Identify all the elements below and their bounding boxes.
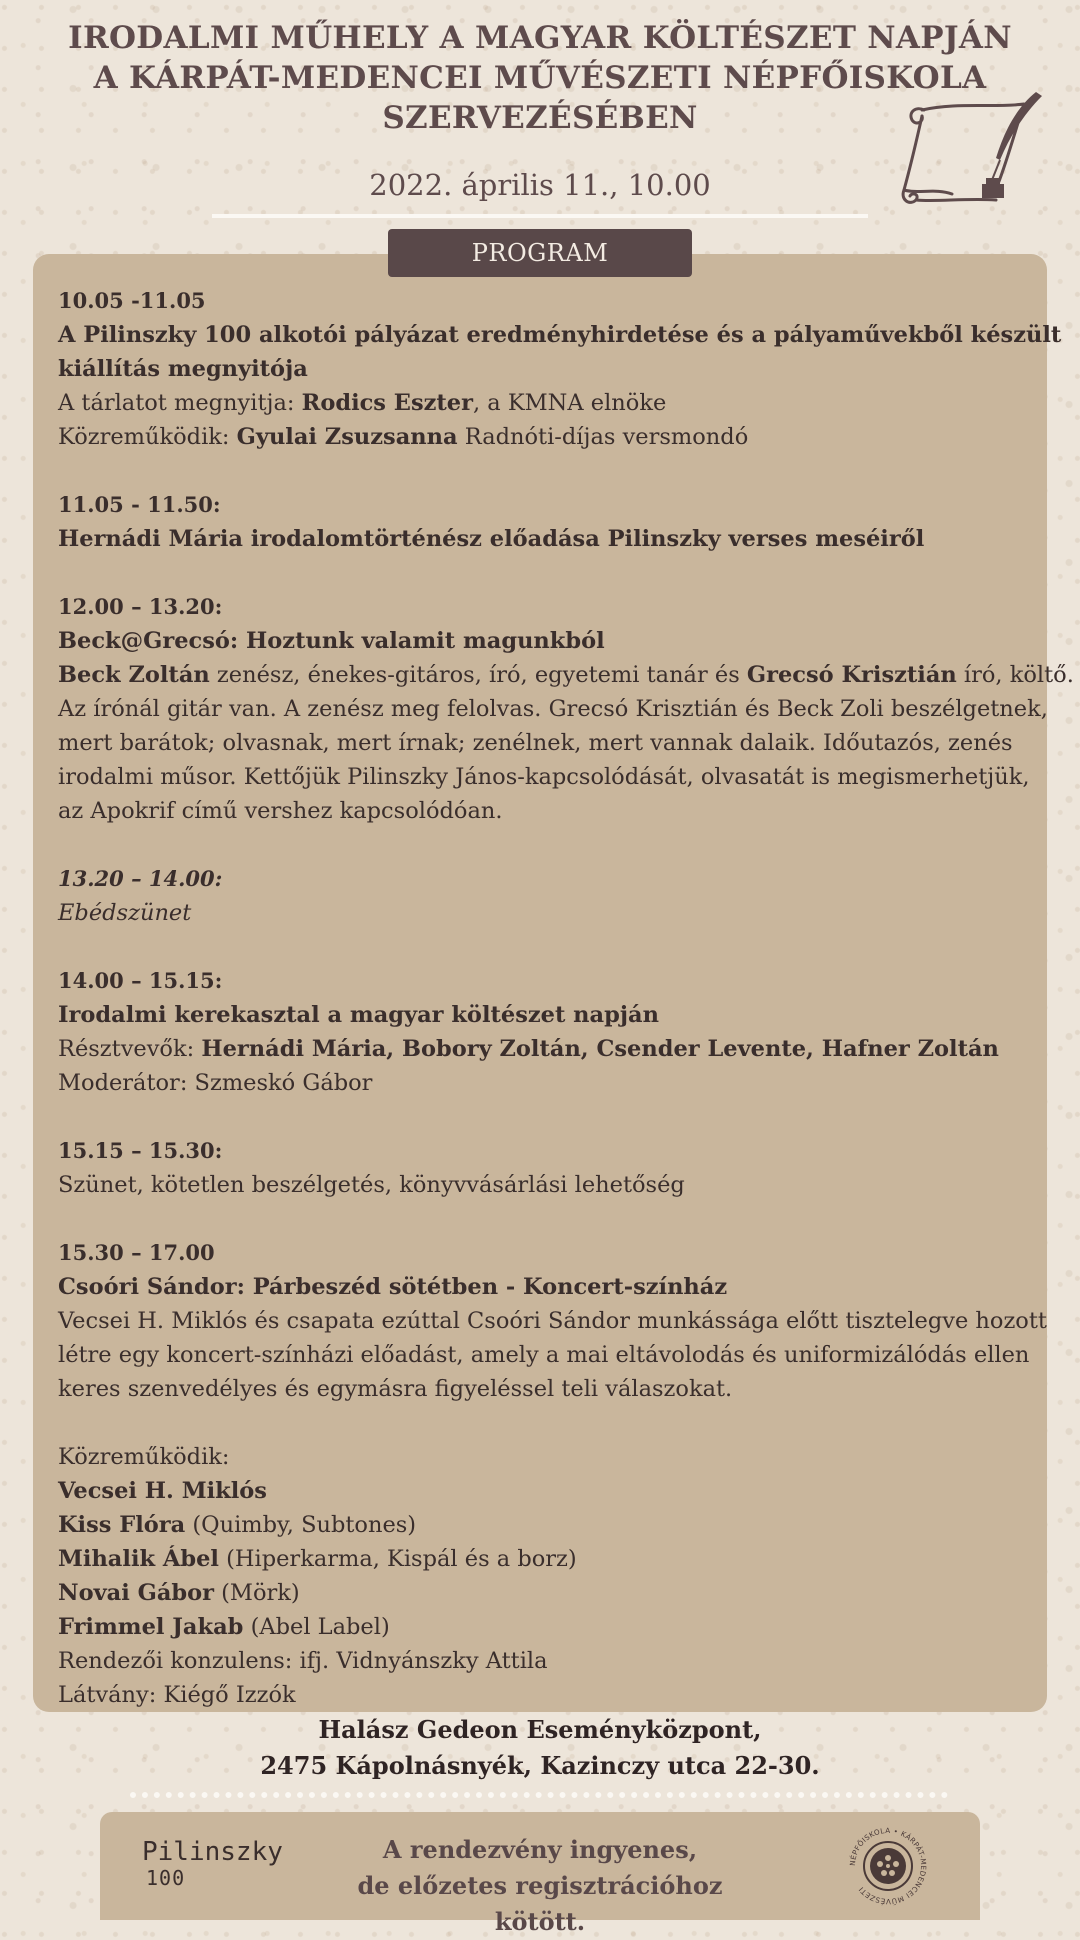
credit-note: (Abel Label) xyxy=(243,1614,390,1640)
credit-item xyxy=(58,1576,1028,1610)
session-title xyxy=(58,998,1028,1032)
person-name: Rodics Eszter xyxy=(301,390,473,416)
title-line: SZERVEZÉSÉBEN xyxy=(382,100,698,136)
session-time: 11.05 - 11.50: xyxy=(58,492,221,517)
session-detail xyxy=(58,1032,1028,1066)
session-title-line: kiállítás megnyitója xyxy=(58,356,308,382)
venue-address xyxy=(0,1712,1080,1784)
event-date: 2022. április 11., 10.00 xyxy=(369,168,711,202)
session-title-line: A Pilinszky 100 alkotói pályázat eredményhirdetése és a pályaművekből készült xyxy=(58,322,1062,348)
session-time: 15.15 – 15.30: xyxy=(58,1138,223,1163)
detail-text: A tárlatot megnyitja: xyxy=(58,390,302,416)
credits xyxy=(58,1440,1028,1712)
session-time: 12.00 – 13.20: xyxy=(58,594,223,619)
session-description: mert barátok; olvasnak, mert írnak; zenélnek, mert vannak dalaik. Időutazós, zenés xyxy=(58,730,1013,756)
credit-item xyxy=(58,1542,1028,1576)
session-title xyxy=(58,352,1028,386)
detail-text: Résztvevők: xyxy=(58,1036,202,1062)
session-time: 14.00 – 15.15: xyxy=(58,968,223,993)
program-list xyxy=(58,284,1074,1712)
credit-director: Rendezői konzulens: ifj. Vidnyánszky Attila xyxy=(58,1648,548,1674)
session-time: 15.30 – 17.00 xyxy=(58,1240,215,1265)
credits-heading: Közreműködik: xyxy=(58,1444,230,1470)
session-time: 10.05 -11.05 xyxy=(58,288,206,313)
session xyxy=(58,1236,1047,1406)
credit-item xyxy=(58,1610,1028,1644)
session-time: 13.20 – 14.00: xyxy=(58,866,223,891)
venue-line: Halász Gedeon Eseményközpont, xyxy=(318,1715,762,1744)
credit-item xyxy=(58,1474,1028,1508)
note-line: de előzetes regisztrációhoz kötött. xyxy=(357,1871,723,1936)
session-description: létre egy koncert-színházi előadást, amely a mai eltávolodás és uniformizálódás ellen xyxy=(58,1342,1030,1368)
session-title-text: Beck@Grecsó: Hoztunk valamit magunkból xyxy=(58,628,605,654)
session-description: irodalmi műsor. Kettőjük Pilinszky János-kapcsolódását, olvasatát is megismerhetjük, xyxy=(58,764,1030,790)
date-divider xyxy=(212,214,868,218)
session-detail xyxy=(58,386,1028,420)
title-line: A KÁRPÁT-MEDENCEI MŰVÉSZETI NÉPFŐISKOLA xyxy=(93,60,987,96)
credit-visual: Látvány: Kiégő Izzók xyxy=(58,1682,296,1708)
session-title xyxy=(58,1270,1028,1304)
registration-note xyxy=(310,1832,770,1940)
session-title: Ebédszünet xyxy=(58,900,192,926)
session-description: Az írónál gitár van. A zenész meg felolvas. Grecsó Krisztián és Beck Zoli beszélgetnek, xyxy=(58,696,1048,722)
person-name: Kiss Flóra xyxy=(58,1512,186,1538)
program-badge: PROGRAM xyxy=(388,229,692,277)
person-name: Grecsó Krisztián xyxy=(746,662,957,688)
seal-text: NÉPFŐISKOLA • KÁRPÁT-MEDENCEI MŰVÉSZETI xyxy=(847,1825,929,1907)
session-description: az Apokrif című vershez kapcsolódóan. xyxy=(58,798,503,824)
session xyxy=(58,590,1074,828)
session-moderator: Moderátor: Szmeskó Gábor xyxy=(58,1070,373,1096)
person-name: Frimmel Jakab xyxy=(58,1614,244,1640)
venue-line: 2475 Kápolnásnyék, Kazinczy utca 22-30. xyxy=(260,1751,820,1780)
person-name: Beck Zoltán xyxy=(58,662,210,688)
detail-text: Közreműködik: xyxy=(58,424,237,450)
session-title-text: Irodalmi kerekasztal a magyar költészet napján xyxy=(58,1002,659,1028)
session-title-text: Hernádi Mária irodalomtörténész előadása Pilinszky verses meséiről xyxy=(58,526,925,552)
session xyxy=(58,1134,1028,1202)
session-title xyxy=(58,318,1062,352)
session-title xyxy=(58,624,1028,658)
pilinszky-logo: Pilinszky xyxy=(142,1837,283,1867)
session xyxy=(58,862,1028,930)
participants-names: Hernádi Mária, Bobory Zoltán, Csender Levente, Hafner Zoltán xyxy=(201,1036,999,1062)
session xyxy=(58,284,1062,454)
session-detail xyxy=(58,420,1028,454)
session-description: Vecsei H. Miklós és csapata ezúttal Csoóri Sándor munkássága előtt tisztelegve hozott xyxy=(58,1308,1047,1334)
credit-note: (Mörk) xyxy=(214,1580,300,1606)
session xyxy=(58,964,1028,1100)
session xyxy=(58,488,1028,556)
note-line: A rendezvény ingyenes, xyxy=(382,1835,698,1864)
detail-text: zenész, énekes-gitáros, író, egyetemi tanár és xyxy=(209,662,747,688)
session-title: Szünet, kötetlen beszélgetés, könyvvásárlási lehetőség xyxy=(58,1172,685,1198)
person-name: Mihalik Ábel xyxy=(58,1546,219,1572)
credit-note: (Hiperkarma, Kispál és a borz) xyxy=(218,1546,577,1572)
dotted-divider xyxy=(130,1792,948,1798)
footer-bar xyxy=(100,1812,980,1936)
session-detail xyxy=(58,658,1074,692)
session-description: keres szenvedélyes és egymásra figyeléssel teli válaszokat. xyxy=(58,1376,733,1402)
detail-text: író, költő. xyxy=(956,662,1074,688)
session-title-text: Csoóri Sándor: Párbeszéd sötétben - Koncert-színház xyxy=(58,1274,728,1300)
session-title xyxy=(58,522,1028,556)
pilinszky-logo-number: 100 xyxy=(146,1866,186,1890)
person-name: Vecsei H. Miklós xyxy=(58,1478,267,1504)
detail-text: , a KMNA elnöke xyxy=(472,390,667,416)
title-line: IRODALMI MŰHELY A MAGYAR KÖLTÉSZET NAPJÁN xyxy=(68,20,1012,56)
folk-school-seal-icon xyxy=(846,1824,930,1908)
detail-text: Radnóti-díjas versmondó xyxy=(457,424,749,450)
credit-item xyxy=(58,1508,1028,1542)
person-name: Novai Gábor xyxy=(58,1580,214,1606)
credit-note: (Quimby, Subtones) xyxy=(185,1512,417,1538)
person-name: Gyulai Zsuzsanna xyxy=(236,424,458,450)
